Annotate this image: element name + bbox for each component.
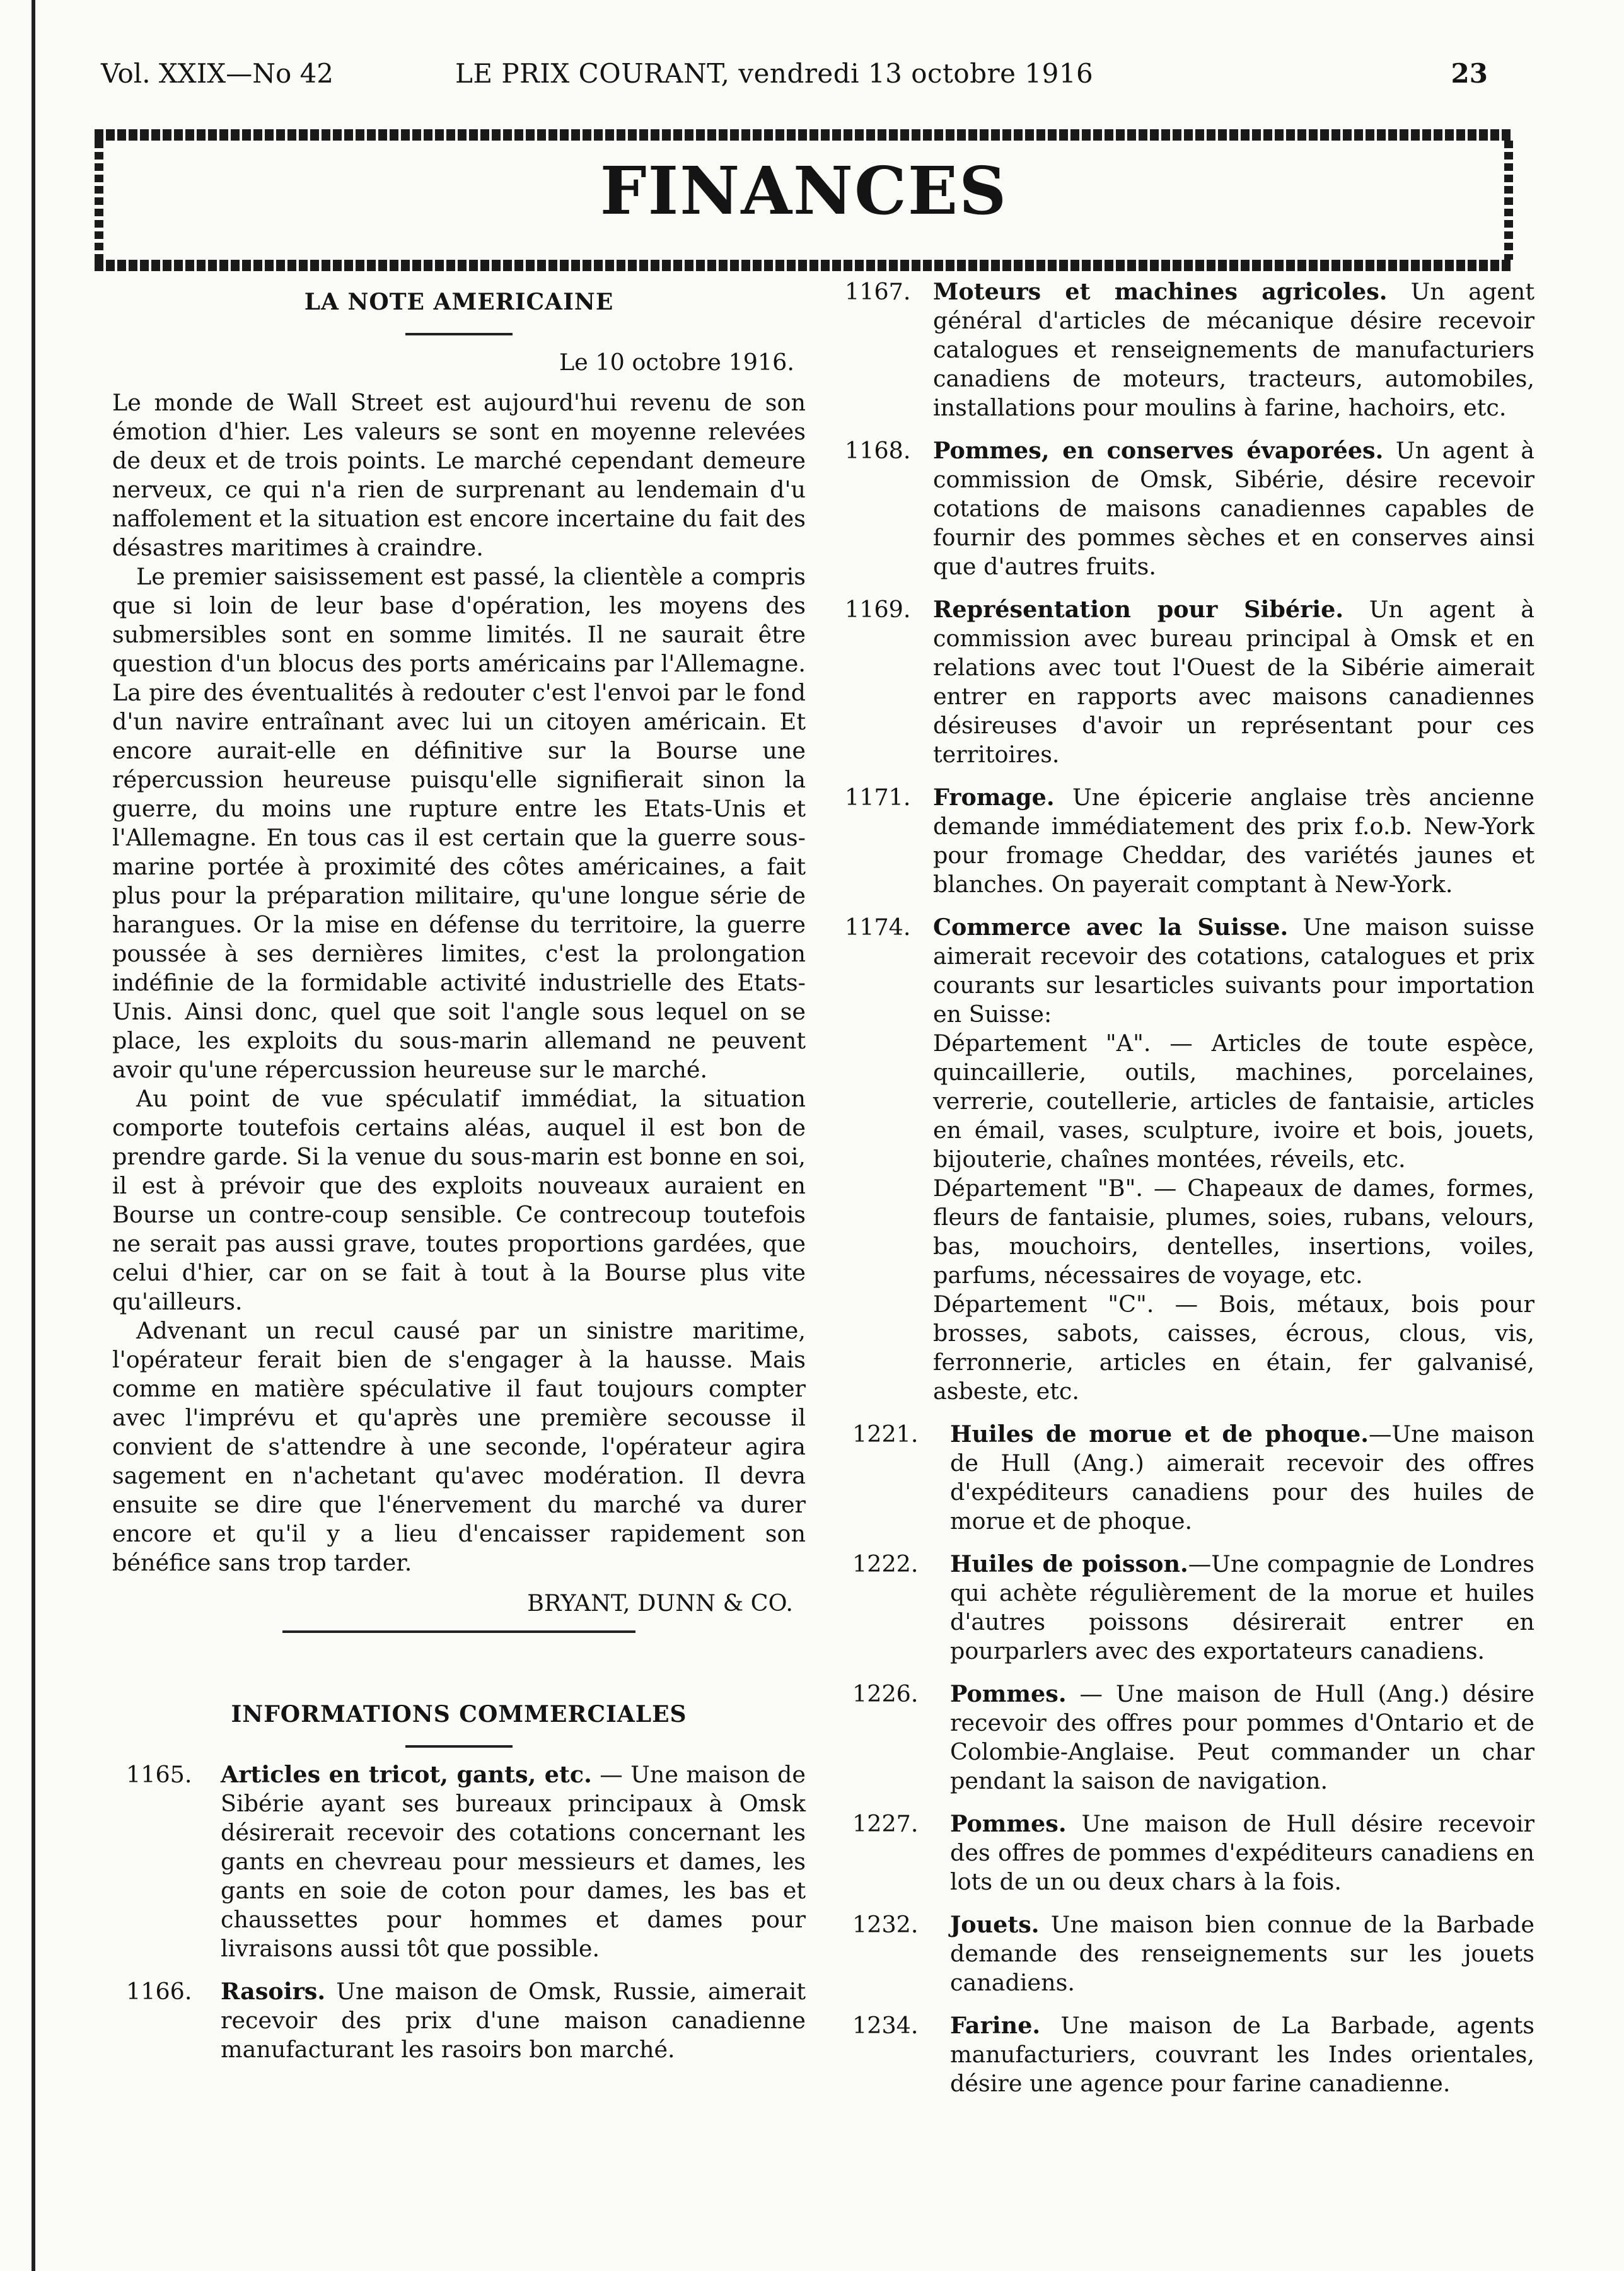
entry-text: Un agent à commission avec bureau principal à Omsk et en relations avec tout l'Ouest de la Sibérie aimerait entrer en rapports avec maisons canadiennes désireuses d'avoir un représentant pour ces territoires.	[933, 596, 1534, 768]
list-item	[838, 436, 1538, 581]
entry-text: Une épicerie anglaise très ancienne demande immédiatement des prix f.o.b. New-York pour fromage Cheddar, des variétés jaunes et blanches. On payerait comptant à New-York.	[933, 784, 1534, 898]
entry-heading: Moteurs et machines agricoles.	[933, 278, 1388, 305]
banner-border-bottom	[95, 260, 1513, 271]
entry-heading: Pommes, en conserves évaporées.	[933, 437, 1384, 464]
page-edge-rule	[32, 0, 35, 2271]
list-item	[838, 277, 1538, 422]
title-rule	[405, 1745, 513, 1748]
entry-text: Une maison de Omsk, Russie, aimerait recevoir des prix d'une maison canadienne manufacturant les rasoirs bon marché.	[221, 1978, 806, 2063]
entry-heading: Fromage.	[933, 784, 1055, 811]
entry-number: 1168.	[845, 437, 911, 464]
list-item	[838, 913, 1538, 1406]
left-column	[112, 277, 806, 2078]
entry-heading: Huiles de poisson.	[950, 1550, 1188, 1577]
entry-heading: Commerce avec la Suisse.	[933, 914, 1289, 941]
publication-dateline: LE PRIX COURANT, vendredi 13 octobre 1916	[455, 58, 1094, 89]
note-paragraph: Le premier saisissement est passé, la clientèle a compris que si loin de leur base d'opération, les moyens des submersibles sont en somme limités. Il ne saurait être question d'un blocus des ports américains par l'Allemagne. La pire des éventualités à redouter c'est l'envoi par le fond d'un navire entraînant avec lui un citoyen américain. Et encore aurait-elle en définitive sur la Bourse une répercussion heureuse puisqu'elle signifierait sinon la guerre, du moins une rupture entre les Etats-Unis et l'Allemagne. En tous cas il est certain que la guerre sous-marine portée à proximité des côtes américaines, a fait plus pour la préparation militaire, qu'une longue série de harangues. Or la mise en défense du territoire, la guerre poussée à ses dernières limites, c'est la prolongation indéfinie de la formidable activité industrielle des Etats-Unis. Ainsi donc, quel que soit l'angle sous lequel on se place, les exploits du sous-marin allemand ne peuvent avoir qu'une répercussion heureuse sur le marché.	[112, 563, 806, 1083]
entry-heading: Représentation pour Sibérie.	[933, 596, 1344, 623]
entry-heading: Huiles de morue et de phoque.	[950, 1420, 1369, 1448]
entry-heading: Articles en tricot, gants, etc.	[221, 1761, 592, 1788]
entry-number: 1234.	[852, 2012, 919, 2039]
entry-text: — Une maison de Hull (Ang.) désire recevoir des offres pour pommes d'Ontario et de Colombie-Anglaise. Peut commander un char pendant la saison de navigation.	[950, 1680, 1534, 1794]
department-line: Département "B". — Chapeaux de dames, formes, fleurs de fantaisie, plumes, soies, rubans, velours, bas, mouchoirs, dentelles, insertions, voiles, parfums, nécessaires de voyage, etc.	[933, 1175, 1534, 1289]
entry-text: Une maison suisse aimerait recevoir des cotations, catalogues et prix courants sur lesarticles suivants pour importation en Suisse:	[933, 914, 1534, 1028]
list-item	[112, 1760, 806, 1963]
entry-heading: Farine.	[950, 2012, 1041, 2039]
list-item	[112, 1977, 806, 2064]
list-item	[838, 1809, 1538, 1896]
entry-number: 1222.	[852, 1550, 919, 1577]
entry-text: Un agent général d'articles de mécanique désire recevoir catalogues et renseignements de manufacturiers canadiens de moteurs, tracteurs, automobiles, installations pour moulins à farine, hachoirs, etc.	[933, 278, 1534, 421]
note-signature: BRYANT, DUNN & CO.	[527, 1589, 793, 1617]
entry-text: — Une maison de Sibérie ayant ses bureaux principaux à Omsk désirerait recevoir des cotations concernant les gants en chevreau pour messieurs et dames, les gants en soie de coton pour dames, les bas et chaussettes pour hommes et dames pour livraisons aussi tôt que possible.	[221, 1761, 806, 1962]
informations-title: INFORMATIONS COMMERCIALES	[231, 1701, 687, 1728]
page-number: 23	[1451, 58, 1488, 89]
list-item	[838, 2011, 1538, 2098]
list-item	[838, 595, 1538, 769]
entry-number: 1166.	[126, 1978, 192, 2005]
title-rule	[405, 333, 513, 335]
entry-heading: Pommes.	[950, 1810, 1067, 1837]
note-title: LA NOTE AMERICAINE	[304, 289, 614, 315]
entry-number: 1232.	[852, 1911, 919, 1938]
entry-number: 1227.	[852, 1810, 919, 1837]
department-line: Département "C". — Bois, métaux, bois pour brosses, sabots, caisses, écrous, clous, vis, ferronnerie, articles en étain, fer galvanisé, asbeste, etc.	[933, 1291, 1534, 1405]
entry-text: Une maison de La Barbade, agents manufacturiers, couvrant les Indes orientales, désire une agence pour farine canadienne.	[950, 2012, 1534, 2097]
note-paragraph: Le monde de Wall Street est aujourd'hui revenu de son émotion d'hier. Les valeurs se sont en moyenne relevées de deux et de trois points. Le marché cependant demeure nerveux, ce qui n'a rien de surprenant au lendemain d'u naffolement et la situation est encore incertaine du fait des désastres maritimes à craindre.	[112, 389, 806, 561]
entry-number: 1167.	[845, 278, 911, 305]
list-item	[838, 1910, 1538, 1997]
list-item	[838, 783, 1538, 899]
list-item	[838, 1550, 1538, 1666]
entry-number: 1226.	[852, 1680, 919, 1707]
entry-heading: Rasoirs.	[221, 1978, 326, 2005]
entry-text: Une maison bien connue de la Barbade demande des renseignements sur les jouets canadiens.	[950, 1911, 1534, 1996]
entry-heading: Jouets.	[950, 1911, 1040, 1938]
volume-number: Vol. XXIX—No 42	[101, 58, 334, 89]
entry-text: Un agent à commission de Omsk, Sibérie, désire recevoir cotations de maisons canadiennes capables de fournir des pommes sèches et en conserves ainsi que d'autres fruits.	[933, 437, 1534, 580]
note-date: Le 10 octobre 1916.	[559, 349, 794, 376]
section-divider	[282, 1630, 635, 1633]
list-item	[838, 1680, 1538, 1796]
right-column	[838, 277, 1538, 2112]
entry-heading: Pommes.	[950, 1680, 1067, 1707]
entry-number: 1174.	[845, 914, 911, 941]
entry-number: 1221.	[852, 1420, 919, 1448]
section-banner	[95, 129, 1513, 271]
entry-number: 1169.	[845, 596, 911, 623]
note-paragraph: Au point de vue spéculatif immédiat, la situation comporte toutefois certains aléas, auquel il est bon de prendre garde. Si la venue du sous-marin est bonne en soi, il est à prévoir que des exploits nouveaux auraient en Bourse un contre-coup sensible. Ce contrecoup toutefois ne serait pas aussi grave, toutes proportions gardées, que celui d'hier, car on se fait à tout à la Bourse plus vite qu'ailleurs.	[112, 1085, 806, 1315]
entry-text: Une maison de Hull désire recevoir des offres de pommes d'expéditeurs canadiens en lots de un ou deux chars à la fois.	[950, 1810, 1534, 1895]
entry-text: —Une maison de Hull (Ang.) aimerait recevoir des offres d'expéditeurs canadiens pour des huiles de morue et de phoque.	[950, 1420, 1534, 1535]
entry-number: 1171.	[845, 784, 911, 811]
department-line: Département "A". — Articles de toute espèce, quincaillerie, outils, machines, porcelaines, verrerie, coutellerie, articles de fantaisie, articles en émail, vases, sculpture, ivoire et bois, jouets, bijouterie, chaînes montées, réveils, etc.	[933, 1030, 1534, 1173]
note-paragraph: Advenant un recul causé par un sinistre maritime, l'opérateur ferait bien de s'engager à la hausse. Mais comme en matière spéculative il faut toujours compter avec l'imprévu et qu'après une première secousse il convient de s'attendre à une seconde, l'opérateur agira sagement en n'achetant qu'avec modération. Il devra ensuite se dire que l'énervement du marché va durer encore et qu'il y a lieu d'encaisser rapidement son bénéfice sans trop tarder.	[112, 1317, 806, 1576]
banner-title: FINANCES	[600, 152, 1008, 229]
list-item	[838, 1420, 1538, 1536]
running-header	[101, 58, 1488, 102]
entry-number: 1165.	[126, 1761, 192, 1788]
banner-border-top	[95, 129, 1513, 141]
entry-text: —Une compagnie de Londres qui achète régulièrement de la morue et huiles d'autres poissons désirerait entrer en pourparlers avec des exportateurs canadiens.	[950, 1550, 1535, 1664]
